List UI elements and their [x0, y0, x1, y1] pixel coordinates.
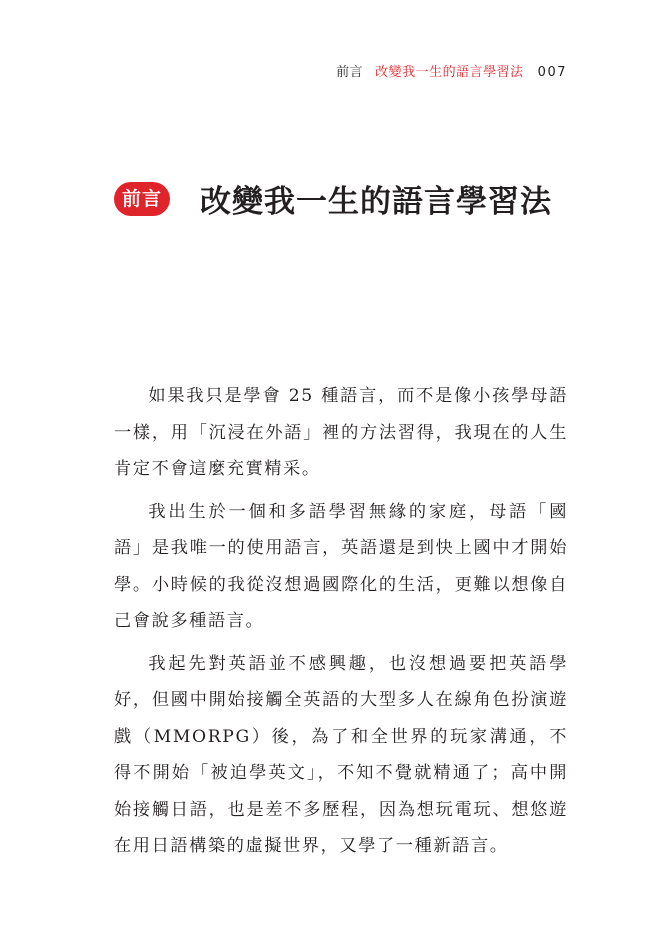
- chapter-badge: 前言: [114, 182, 170, 216]
- body-text: [114, 378, 568, 871]
- chapter-title: 改變我一生的語言學習法: [200, 184, 552, 220]
- running-header-chapter-title: 改變我一生的語言學習法: [375, 65, 524, 80]
- running-header: [336, 61, 567, 80]
- chapter-heading: [114, 176, 552, 221]
- paragraph: 我出生於一個和多語學習無緣的家庭，母語「國語」是我唯一的使用語言，英語還是到快上國中才開始學。小時候的我從沒想過國際化的生活，更難以想像自己會說多種語言。: [114, 501, 568, 631]
- paragraph: 我起先對英語並不感興趣，也沒想過要把英語學好，但國中開始接觸全英語的大型多人在線角色扮演遊戲（MMORPG）後，為了和全世界的玩家溝通，不得不開始「被迫學英文」，不知不覺就精通了；高中開始接觸日語，也是差不多歷程，因為想玩電玩、想悠遊在用日語構築的虛擬世界，又學了一種新語言。: [114, 653, 568, 856]
- running-header-section: 前言: [336, 65, 364, 80]
- page-number: 007: [537, 65, 567, 80]
- paragraph: 如果我只是學會 25 種語言，而不是像小孩學母語一樣，用「沉浸在外語」裡的方法習得，我現在的人生肯定不會這麼充實精采。: [114, 386, 568, 479]
